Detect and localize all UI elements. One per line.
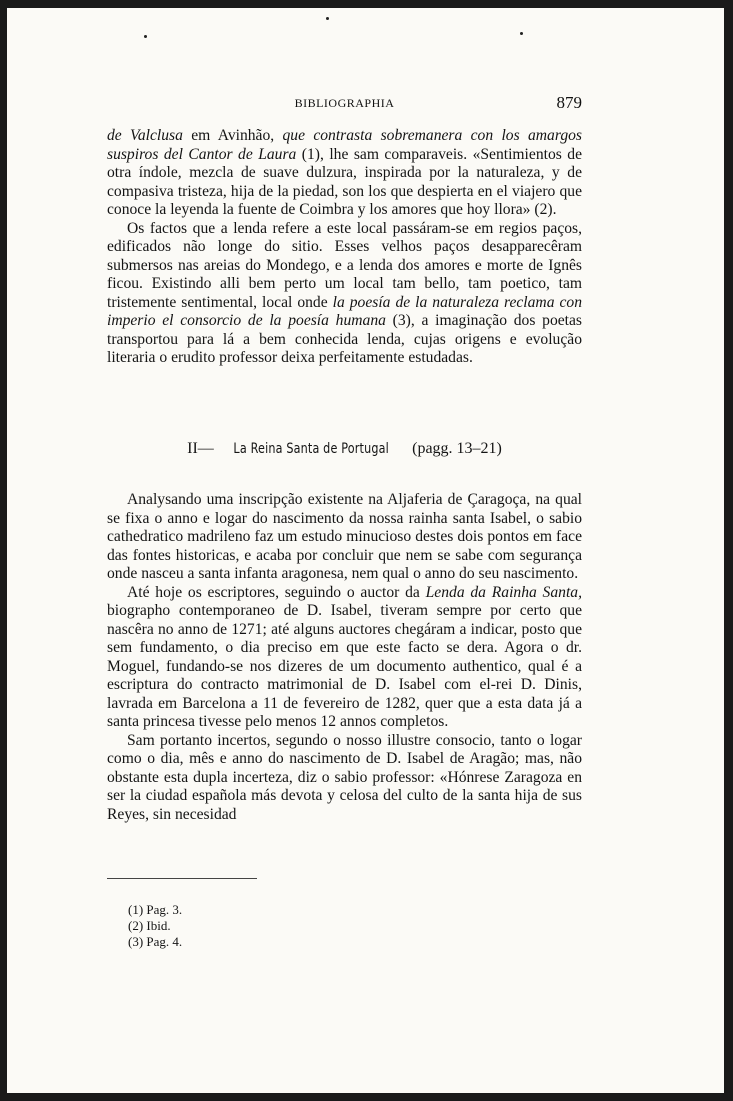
ink-speck: [520, 32, 523, 35]
paragraph: [107, 584, 582, 732]
text-run: Até hoje os escriptores, seguindo o auctor da: [127, 583, 426, 601]
section-title: La Reina Santa de Portugal: [233, 441, 389, 457]
italic-text: que contrasta sobremanera con los amargos suspiros del Cantor de Laura: [107, 127, 582, 163]
italic-text: la poesía de la naturaleza reclama con imperio el consorcio de la poesía humana: [107, 293, 582, 329]
text-block-1: [107, 127, 582, 368]
italic-text: de Valclusa: [107, 127, 183, 144]
ink-speck: [144, 35, 147, 38]
text-block-2: [107, 491, 582, 824]
text-run: biographo contemporaneo de D. Isabel, tiveram sempre por certo que nascêra no anno de 1271; até alguns auctores chegáram a indicar, posto que sem fundamento, o dia preciso em que este facto se dera. Agora o dr. Moguel, fundando-se nos dizeres de um documento authentico, qual é a escriptura do contracto matrimonial de D. Isabel com el-rei D. Dinis, lavrada em Barcelona a 11 de fevereiro de 1282, quer que a esta data já a santa princesa tivesse pelo menos 12 annos completos.: [107, 602, 582, 730]
running-title: BIBLIOGRAPHIA: [294, 96, 395, 110]
section-pages: (pagg. 13–21): [408, 440, 502, 457]
footnote: (2) Ibid.: [128, 918, 171, 933]
paragraph: Analysando uma inscripção existente na Aljaferia de Çaragoça, na qual se fixa o anno e logar do nascimento da nossa rainha santa Isabel, o sabio cathedratico madrileno faz um estudo minucioso destes dois pontos em face das fontes historicas, e acaba por concluir que nem se sabe com segurança onde nasceu a santa infanta aragonesa, nem qual o anno do seu nascimento.: [107, 491, 582, 582]
page-number: 879: [556, 93, 582, 112]
text-run: Os factos que a lenda refere a este local passáram-se em regios paços, edificados não longe do sitio. Esses velhos paços desapparecêram submersos nas areias do Mondego, e a lenda dos amores e morte de Ignês ficou. Existindo alli bem perto um local tam bello, tam poetico, tam tristemente sentimental, local onde: [107, 219, 582, 311]
footnote: (3) Pag. 4.: [128, 934, 183, 949]
section-heading: [107, 440, 582, 458]
paragraph: [107, 220, 582, 368]
paragraph: [107, 127, 582, 220]
paragraph: Sam portanto incertos, segundo o nosso illustre consocio, tanto o logar como o dia, mês e anno do nascimento de D. Isabel de Aragão; mas, não obstante esta dupla incerteza, diz o sabio professor: «Hónrese Zaragoza en ser la ciudad española más devota y celosa del culto de la santa hija de sus Reyes, sin necesidad: [107, 731, 582, 823]
text-run: em Avinhão,: [182, 127, 283, 144]
section-numeral: II—: [187, 440, 214, 457]
text-run: (3), a imaginação dos poetas transportou para lá a bem conhecida lenda, cujas origens e evolução literaria o erudito professor deixa perfeitamente estudadas.: [107, 312, 582, 366]
ink-speck: [326, 17, 329, 20]
footnote-rule: [107, 878, 257, 879]
footnotes: [128, 902, 182, 950]
text-run: (1), lhe sam comparaveis. «Sentimientos de otra índole, mezcla de suave dulzura, inspirada por la naturaleza, y de compasiva tristeza, hija de la piedad, son los que despierta en el viajero que conoce la leyenda la fuente de Coimbra y los amores que hoy llora» (2).: [107, 145, 582, 218]
footnote: (1) Pag. 3.: [128, 902, 183, 917]
running-header: [107, 93, 582, 113]
italic-text: Lenda da Rainha Santa,: [425, 583, 582, 601]
